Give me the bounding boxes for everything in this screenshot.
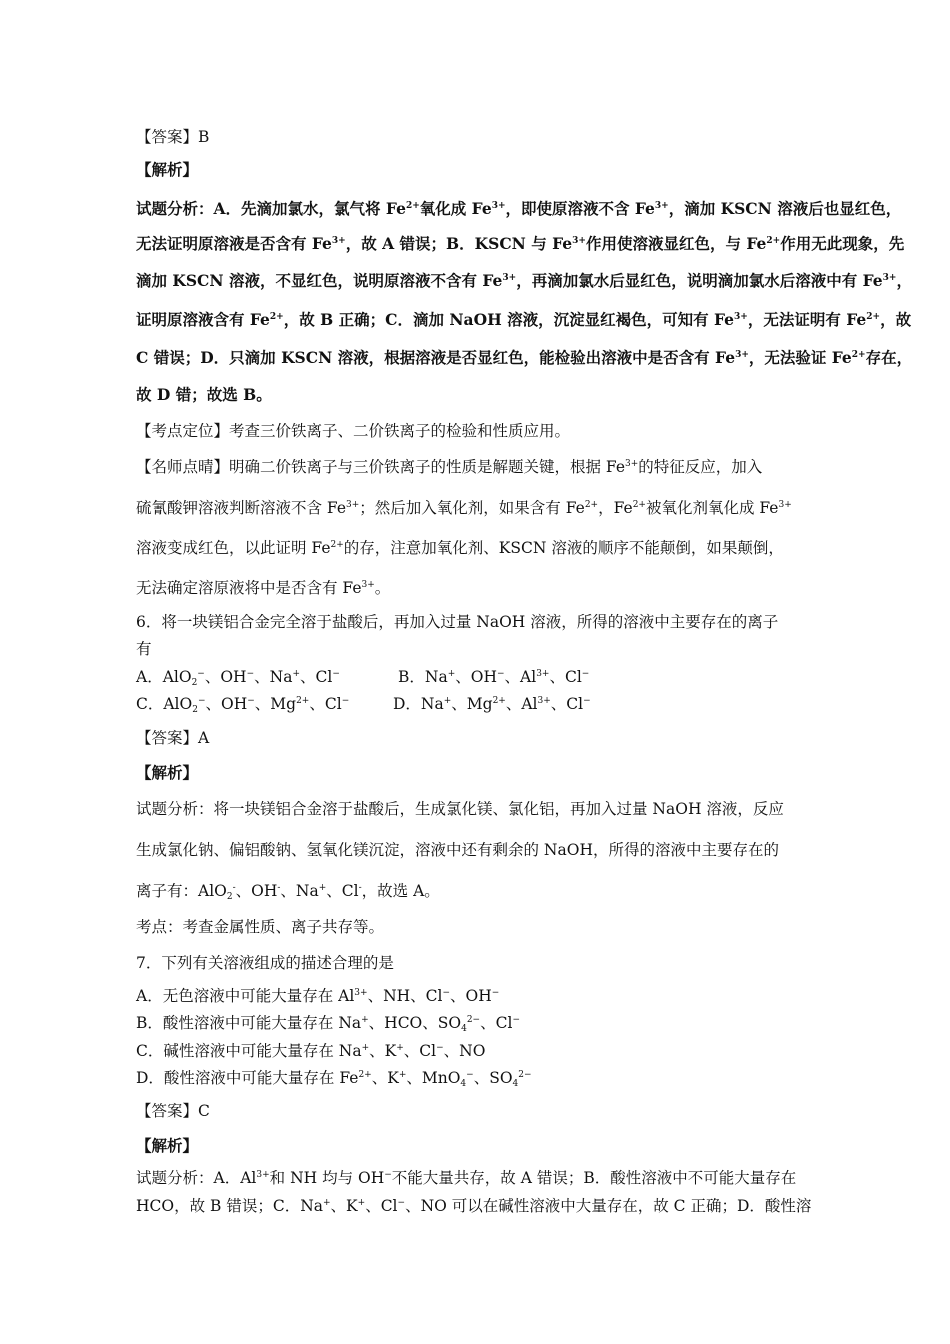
q6-analysis-line-1: 试题分析：将一块镁铝合金溶于盐酸后，生成氯化镁、氯化铝，再加入过量 NaOH 溶液，反应 [136, 800, 784, 818]
q5-kaodian: 【考点定位】考查三价铁离子、二价铁离子的检验和性质应用。 [136, 422, 571, 440]
q6-option-b: B．Na+、OH−、$Al^{3+}$、Cl− [398, 668, 590, 686]
q5-mingshi-line-4: 无法确定溶原液将中是否含有 $Fe^{3+}$。 [136, 579, 391, 597]
q7-answer: 【答案】C [136, 1102, 210, 1120]
q6-stem-line-2: 有 [136, 640, 152, 658]
q7-option-d: D．酸性溶液中可能大量存在 $Fe^{2+}$、K+、MnO$_4$−、$SO_4^{2-}$ [136, 1069, 532, 1089]
q7-stem: 7．下列有关溶液组成的描述合理的是 [136, 954, 394, 972]
q5-analysis-line-1: 试题分析：A．先滴加氯水，氯气将 $Fe^{2+}$氧化成 $Fe^{3+}$，即使原溶液不含 $Fe^{3+}$，滴加 KSCN 溶液后也显红色， [136, 199, 902, 218]
q5-analysis-line-6: 故 D 错；故选 B。 [136, 385, 272, 404]
q5-analysis-line-4: 证明原溶液含有 $Fe^{2+}$，故 B 正确；C．滴加 NaOH 溶液，沉淀显红褐色，可知有 $Fe^{3+}$，无法证明有 $Fe^{2+}$，故 [136, 310, 912, 329]
q6-answer: 【答案】A [136, 729, 210, 747]
q5-analysis-heading: 【解析】 [136, 160, 199, 179]
q7-analysis-line-1: 试题分析：A．$Al^{3+}$和 NH 均与 OH−不能大量共存，故 A 错误；B．酸性溶液中不可能大量存在 [136, 1169, 797, 1187]
q7-option-b: B．酸性溶液中可能大量存在 Na+、HCO、$SO_4^{2-}$、Cl− [136, 1014, 520, 1034]
q7-option-c: C．碱性溶液中可能大量存在 Na+、K+、Cl−、NO [136, 1042, 486, 1060]
q5-analysis-line-2: 无法证明原溶液是否含有 $Fe^{3+}$，故 A 错误；B．KSCN 与 $Fe^{3+}$作用使溶液显红色，与 $Fe^{2+}$作用无此现象，先 [136, 234, 905, 253]
q5-analysis-line-5: C 错误；D．只滴加 KSCN 溶液，根据溶液是否显红色，能检验出溶液中是否含有 $Fe^{3+}$，无法验证 $Fe^{2+}$存在， [136, 348, 913, 367]
q5-answer: 【答案】B [136, 128, 210, 146]
q5-mingshi-line-3: 溶液变成红色，以此证明 $Fe^{2+}$的存，注意加氧化剂、KSCN 溶液的顺序不能颠倒，如果颠倒， [136, 539, 784, 557]
q7-analysis-line-2: HCO，故 B 错误；C．Na+、K+、Cl−、NO 可以在碱性溶液中大量存在，故 C 正确；D．酸性溶 [136, 1197, 812, 1215]
q6-option-a: A．AlO$_2$−、OH−、Na+、Cl− [136, 668, 340, 688]
q6-analysis-line-3: 离子有：AlO$_2$-、OH-、Na+、Cl-，故选 A。 [136, 882, 440, 902]
q5-mingshi-line-1: 【名师点晴】明确二价铁离子与三价铁离子的性质是解题关键，根据 $Fe^{3+}$的特征反应，加入 [136, 458, 763, 476]
q7-analysis-heading: 【解析】 [136, 1136, 199, 1155]
q6-analysis-heading: 【解析】 [136, 763, 199, 782]
q6-stem-line-1: 6．将一块镁铝合金完全溶于盐酸后，再加入过量 NaOH 溶液，所得的溶液中主要存在的离子 [136, 613, 779, 631]
q7-option-a: A．无色溶液中可能大量存在 $Al^{3+}$、NH、Cl−、OH− [136, 987, 500, 1005]
q6-kaodian: 考点：考查金属性质、离子共存等。 [136, 918, 385, 936]
q6-option-c: C．AlO$_2$−、OH−、$Mg^{2+}$、Cl− [136, 695, 350, 715]
q6-analysis-line-2: 生成氯化钠、偏铝酸钠、氢氧化镁沉淀，溶液中还有剩余的 NaOH，所得的溶液中主要存在的 [136, 841, 779, 859]
q5-analysis-line-3: 滴加 KSCN 溶液，不显红色，说明原溶液不含有 $Fe^{3+}$，再滴加氯水后显红色，说明滴加氯水后溶液中有 $Fe^{3+}$， [136, 271, 912, 290]
q5-mingshi-line-2: 硫氰酸钾溶液判断溶液不含 $Fe^{3+}$；然后加入氧化剂，如果含有 $Fe^{2+}$，$Fe^{2+}$被氧化剂氧化成 $Fe^{3+}$ [136, 499, 792, 517]
q6-option-d: D．Na+、$Mg^{2+}$、$Al^{3+}$、Cl− [393, 695, 591, 713]
